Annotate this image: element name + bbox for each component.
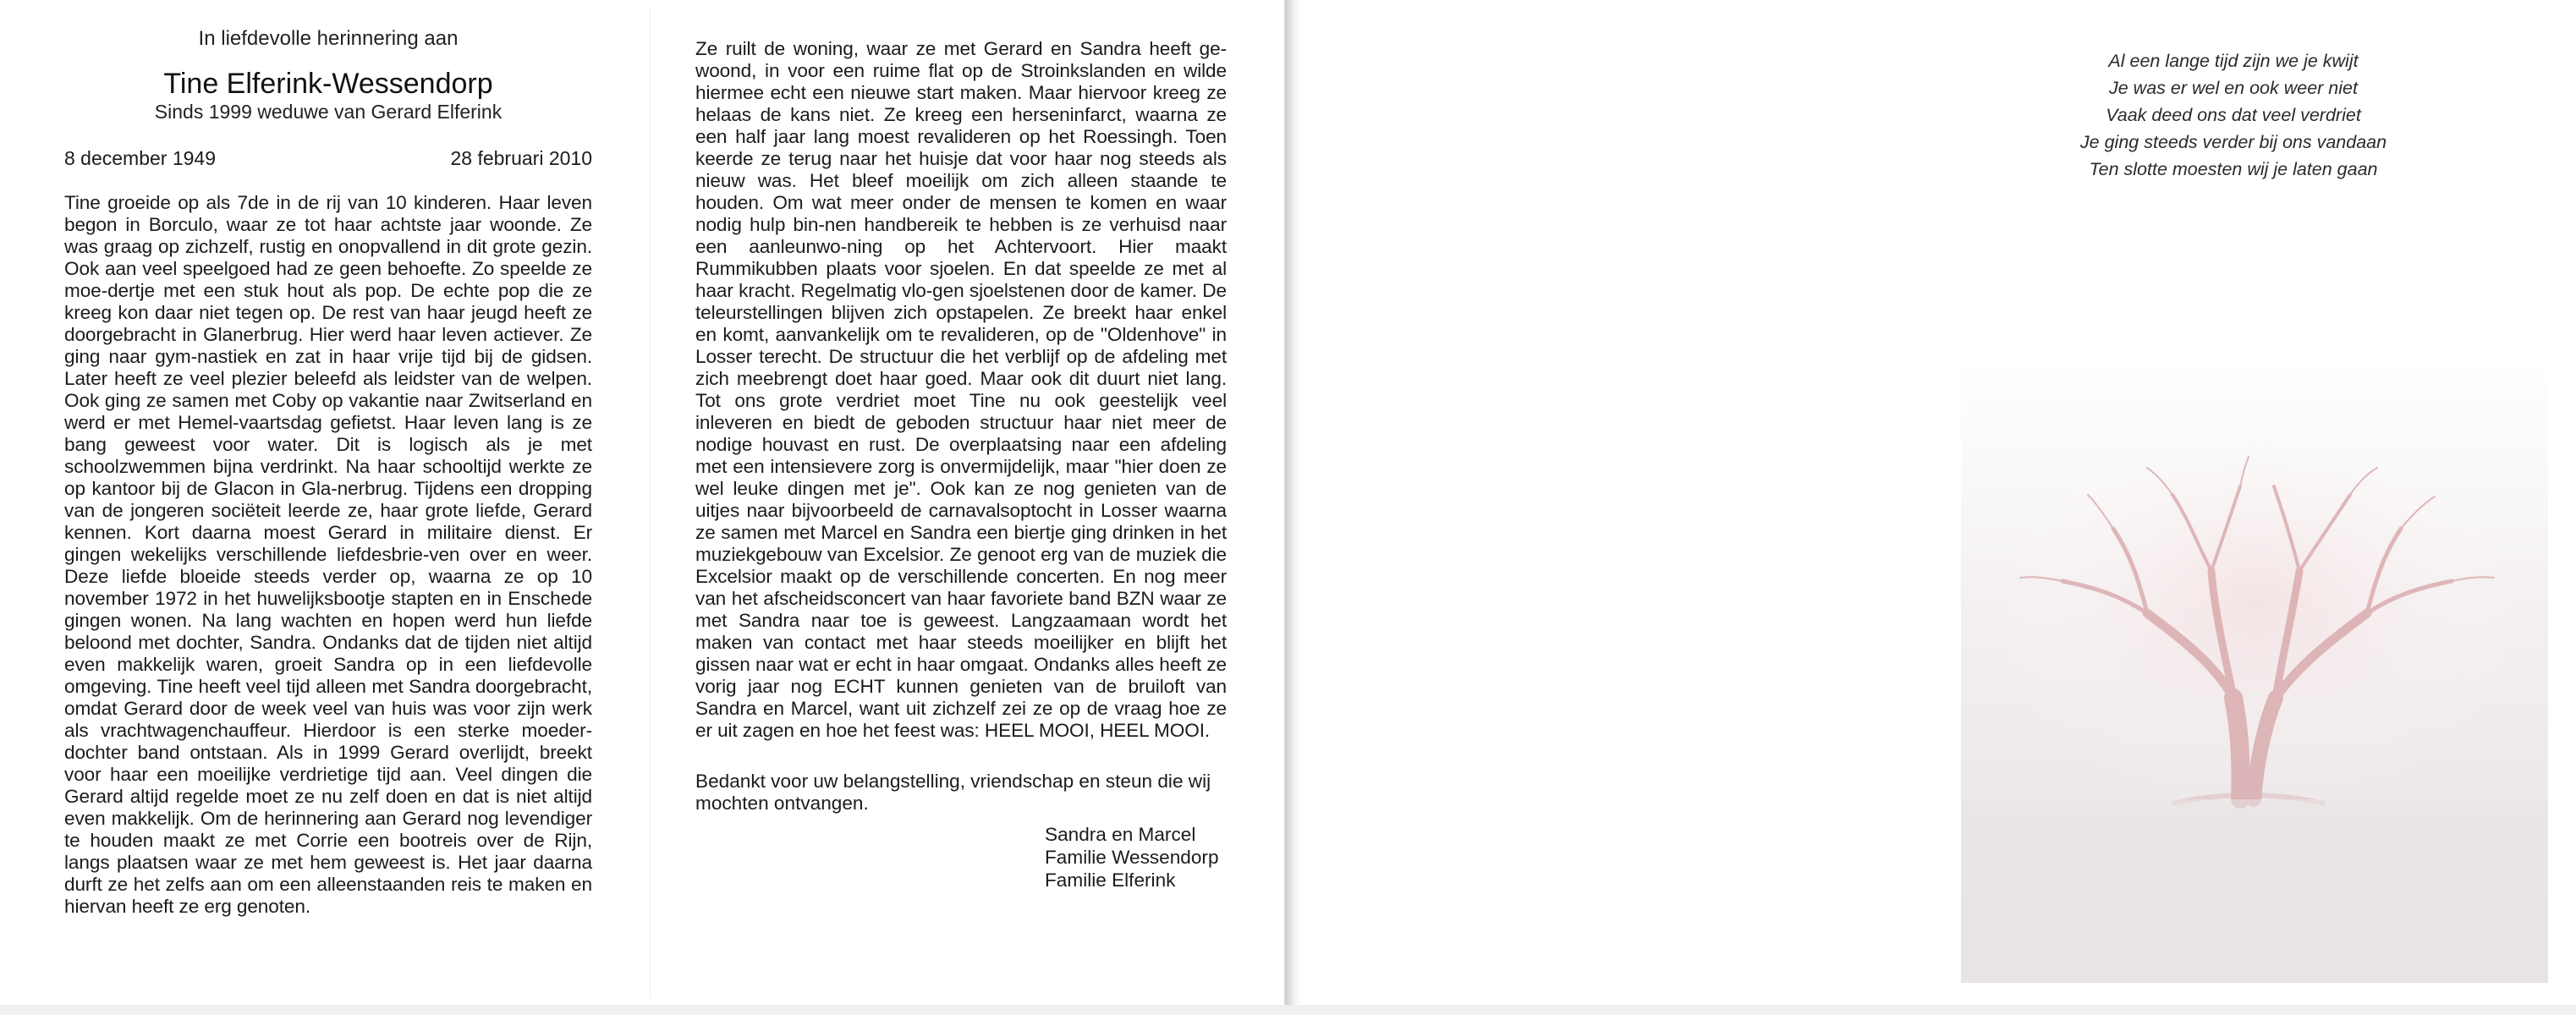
poem [1980, 47, 2487, 183]
deceased-name: Tine Elferink-Wessendorp [163, 68, 493, 100]
fold-line [650, 8, 651, 998]
poem-line: Je was er wel en ook weer niet [2109, 78, 2358, 98]
card-inner-left [0, 0, 1286, 1005]
life-dates [64, 147, 592, 170]
middle-column [695, 38, 1227, 892]
card-fold [1286, 0, 1301, 1015]
signatures [1045, 823, 1227, 892]
poem-line: Al een lange tijd zijn we je kwijt [2108, 51, 2359, 71]
biography-text: Tine groeide op als 7de in de rij van 10 kinderen. Haar leven begon in Borculo, waar ze tot haar achtste jaar woonde. Ze was graag op zichzelf, rustig en onopvallend in dit grote gezin. Ook aan veel speelgoed had ze geen behoefte. Zo speelde ze moe-dertje met een stuk hout als pop. De echte pop die ze kreeg kon daar niet tegen op. De rest van haar jeugd heeft ze doorgebracht in Glanerbrug. Hier werd haar leven actiever. Ze ging naar gym-nastiek en zat in haar vrije tijd bij de gidsen. Later heeft ze veel plezier beleefd als leidster van de welpen. Ook ging ze samen met Coby op vakantie naar Zwitserland en werd er met Hemel-vaartsdag gefietst. Haar leven lang is ze bang geweest voor water. Dit is logisch als je met schoolzwemmen bijna verdrinkt. Na haar schooltijd werkte ze op kantoor bij de Glacon in Gla-nerbrug. Tijdens een dropping van de jongeren sociëteit leerde ze, haar grote liefde, Gerard kennen. Kort daarna moest Gerard in militaire dienst. Er gingen wekelijks verschillende liefdesbrie-ven over en weer. Deze liefde bloeide steeds verder op, waarna ze op 10 november 1972 in het huwelijksbootje stapten en in Enschede gingen wonen. Na lang wachten en hopen werd hun liefde beloond met dochter, Sandra. Ondanks dat de tijden niet altijd even makkelijk waren, groeit Sandra op in een liefdevolle omgeving. Tine heeft veel tijd alleen met Sandra doorgebracht, omdat Gerard door de week veel van huis was voor zijn werk als vrachtwagenchauffeur. Hierdoor is een sterke moeder-dochter band ontstaan. Als in 1999 Gerard overlijdt, breekt voor haar een moeilijke verdrietige tijd aan. Veel dingen die Gerard altijd regelde moet ze nu zelf doen en dat is niet altijd even makkelijk. Om de herinnering aan Gerard nog levendiger te houden maakt ze met Corrie een bootreis over de Rijn, langs plaatsen waar ze met hem geweest is. Het jaar daarna durft ze het zelfs aan om een alleenstaanden reis te maken en hiervan heeft ze erg genoten. [64, 192, 592, 918]
left-column [64, 27, 592, 918]
death-date: 28 februari 2010 [450, 147, 592, 170]
poem-line: Ten slotte moesten wij je laten gaan [2089, 159, 2378, 179]
intro-line: In liefdevolle herinnering aan [198, 27, 459, 50]
signature-line: Familie Wessendorp [1045, 847, 1219, 868]
thanks-text: Bedankt voor uw belangstelling, vriendschap en steun die wij mochten ontvangen. [695, 771, 1211, 814]
poem-line: Je ging steeds verder bij ons vandaan [2079, 132, 2387, 152]
birth-date: 8 december 1949 [64, 147, 217, 170]
misty-tree-image [1961, 359, 2548, 983]
ground-mist [1961, 799, 2548, 983]
widow-line: Sinds 1999 weduwe van Gerard Elferink [154, 101, 503, 123]
card-bottom-edge [0, 1005, 2576, 1015]
signature-line: Familie Elferink [1045, 870, 1176, 891]
signature-line: Sandra en Marcel [1045, 824, 1196, 845]
poem-line: Vaak deed ons dat veel verdriet [2106, 105, 2361, 125]
story-text: Ze ruilt de woning, waar ze met Gerard en Sandra heeft ge-woond, in voor een ruime flat op de Stroinkslanden en wilde hiermee echt een nieuwe start maken. Maar hiervoor kreeg ze helaas de kans niet. Ze kreeg een herseninfarct, waarna ze een half jaar lang moest revalideren op het Roessingh. Toen keerde ze terug naar het huisje dat voor haar nog steeds als nieuw was. Het bleef moeilijk om zich alleen staande te houden. Om wat meer onder de mensen te komen en waar nodig hulp bin-nen handbereik te hebben is ze verhuisd naar een aanleunwo-ning op het Achtervoort. Hier maakt Rummikubben plaats voor sjoelen. En dat speelde ze met al haar kracht. Regelmatig vlo-gen sjoelstenen door de kamer. De teleurstellingen blijven zich opstapelen. Ze breekt haar enkel en komt, aanvankelijk om te revalideren, op de "Oldenhove" in Losser terecht. De structuur die het verblijf op de afdeling met zich meebrengt doet haar goed. Maar ook dit duurt niet lang. Tot ons grote verdriet moet Tine nu ook geestelijk veel inleveren en biedt de geboden structuur haar niet meer de nodige houvast en rust. De overplaatsing naar een afdeling met een intensievere zorg is onvermijdelijk, maar "hier doen ze wel leuke dingen met je". Ook kan ze nog genieten van de uitjes naar bijvoorbeeld de carnavalsoptocht in Losser waarna ze samen met Marcel en Sandra een biertje ging drinken in het muziekgebouw van Excelsior. Ze genoot erg van de muziek die Excelsior maakt op de verschillende concerten. En nog meer van het afscheidsconcert van haar favoriete band BZN waar ze met Sandra naar toe is geweest. Langzaamaan wordt het maken van contact met haar steeds moeilijker en blijft het gissen naar wat er echt in haar omgaat. Ondanks alles heeft ze vorig jaar nog ECHT kunnen genieten van de bruiloft van Sandra en Marcel, want uit zichzelf zei ze op de vraag hoe ze er uit zagen en hoe het feest was: HEEL MOOI, HEEL MOOI. [695, 38, 1227, 741]
